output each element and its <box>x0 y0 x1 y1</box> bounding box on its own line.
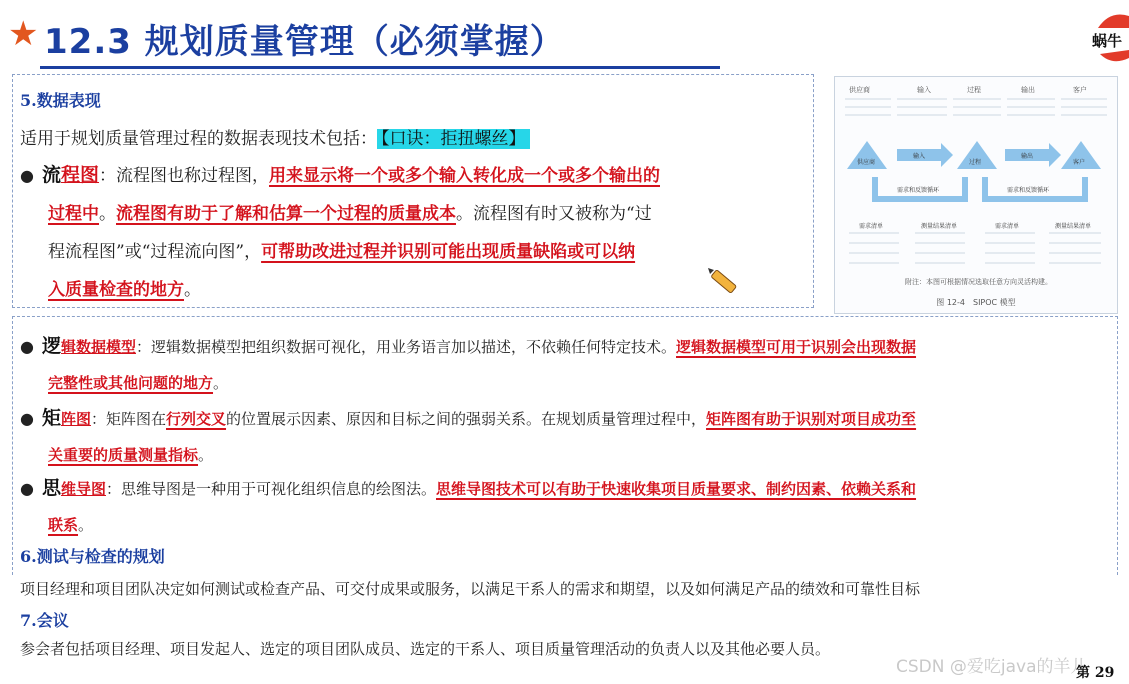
ldm-keyword-rest: 辑数据模型 <box>60 338 136 356</box>
list-label-4: 测量结果清单 <box>1055 223 1092 230</box>
slide-title: 12.3 规划质量管理（必须掌握） <box>44 22 565 62</box>
section7-heading: 7.会议 <box>20 611 69 630</box>
flow-input: 输入 <box>913 153 926 160</box>
flowchart-text-2: 。 <box>99 204 116 224</box>
flowchart-text-4: 程流程图”或“过程流向图”， <box>48 242 262 262</box>
flowchart-red-3b: 入质量检查的地方 <box>48 280 184 300</box>
ldm-end: 。 <box>213 374 229 392</box>
section6-text: 项目经理和项目团队决定如何测试或检查产品、可交付成果或服务，以满足干系人的需求和期望，以及如何满足产品的绩效和可靠性目标 <box>20 580 921 598</box>
loop-label-1: 需求和反馈循环 <box>897 187 940 194</box>
ldm-red-1: 逻辑数据模型可用于识别会出现数据 <box>676 338 917 356</box>
matrix-red-2: 关重要的质量测量指标 <box>48 446 199 464</box>
mind-map-bullet <box>20 470 1120 543</box>
bullet-icon: ● <box>20 409 34 428</box>
matrix-red-1: 矩阵图有助于识别对项目成功至 <box>706 410 917 428</box>
flowchart-keyword: 流 <box>41 164 61 186</box>
mindmap-text: ：思维导图是一种用于可视化组织信息的绘图法。 <box>106 480 437 498</box>
matrix-keyword: 矩 <box>41 407 61 429</box>
flowchart-red-1b: 过程中 <box>48 204 99 224</box>
matrix-end: 。 <box>198 446 214 464</box>
section5-heading: 5.数据表现 <box>20 91 101 110</box>
flowchart-text-3: 。流程图有时又被称为“过 <box>456 204 652 224</box>
matrix-diagram-bullet <box>20 400 1120 473</box>
title-underline <box>40 66 720 69</box>
fig-col-supplier: 供应商 <box>849 86 870 94</box>
star-icon: ★ <box>8 14 39 54</box>
section5-intro <box>20 120 810 158</box>
slide-header <box>0 0 1129 72</box>
figure-note: 附注：本图可根据情况选取任意方向灵活构建。 <box>905 278 1052 286</box>
ldm-text: ：逻辑数据模型把组织数据可视化，用业务语言加以描述，不依赖任何特定技术。 <box>136 338 677 356</box>
flowchart-red-1: 用来显示将一个或多个输入转化成一个或多个输出的 <box>269 166 660 186</box>
page-number: 第 29 <box>1076 665 1115 681</box>
fig-col-customer: 客户 <box>1073 86 1087 94</box>
flow-output: 输出 <box>1021 153 1034 160</box>
intro-text: 适用于规划质量管理过程的数据表现技术包括： <box>20 129 377 149</box>
csdn-watermark: CSDN @爱吃java的羊儿 <box>896 657 1088 677</box>
fig-col-input: 输入 <box>917 86 931 94</box>
flowchart-text-5: 。 <box>184 280 201 300</box>
fig-col-output: 输出 <box>1021 86 1035 94</box>
matrix-text-b: 的位置展示因素、原因和目标之间的强弱关系。在规划质量管理过程中， <box>226 410 707 428</box>
flowchart-bullet <box>20 156 806 309</box>
logical-data-model-bullet <box>20 328 1120 401</box>
mindmap-keyword: 思 <box>41 477 61 499</box>
flow-customer: 客户 <box>1073 159 1086 166</box>
mindmap-red-1: 思维导图技术可以有助于快速收集项目质量要求、制约因素、依赖关系和 <box>436 480 917 498</box>
flowchart-red-2: 流程图有助于了解和估算一个过程的质量成本 <box>116 204 456 224</box>
list-label-3: 需求清单 <box>995 223 1020 230</box>
matrix-keyword-rest: 阵图 <box>60 410 91 428</box>
figure-caption: 图 12-4 SIPOC 模型 <box>936 298 1016 307</box>
brand-logo <box>1090 6 1129 66</box>
ldm-keyword: 逻 <box>41 335 61 357</box>
mindmap-end: 。 <box>78 516 94 534</box>
flowchart-keyword-rest: 程图 <box>60 164 99 186</box>
mnemonic-tip: 【口诀：拒扭螺丝】 <box>377 129 530 149</box>
bullet-icon: ● <box>20 337 34 356</box>
matrix-red-mid: 行列交叉 <box>166 410 227 428</box>
sipoc-figure <box>834 76 1118 314</box>
list-label-2: 测量结果清单 <box>921 223 958 230</box>
mindmap-red-2: 联系 <box>48 516 79 534</box>
flowchart-text-1: ：流程图也称过程图， <box>99 166 269 186</box>
loop-label-2: 需求和反馈循环 <box>1007 187 1050 194</box>
fig-col-process: 过程 <box>967 86 981 94</box>
bullet-icon: ● <box>20 166 34 185</box>
bullet-icon: ● <box>20 479 34 498</box>
mindmap-keyword-rest: 维导图 <box>60 480 106 498</box>
ldm-red-2: 完整性或其他问题的地方 <box>48 374 214 392</box>
section6-heading: 6.测试与检查的规划 <box>20 547 165 566</box>
pencil-icon <box>704 264 740 300</box>
section7-text: 参会者包括项目经理、项目发起人、选定的项目团队成员、选定的干系人、项目质量管理活动的负责人以及其他必要人员。 <box>20 640 831 658</box>
matrix-text-a: ：矩阵图在 <box>91 410 167 428</box>
flow-supplier: 供应商 <box>857 159 876 166</box>
flowchart-red-3: 可帮助改进过程并识别可能出现质量缺陷或可以纳 <box>261 242 636 262</box>
list-label-1: 需求清单 <box>859 223 884 230</box>
flow-process: 过程 <box>969 159 982 166</box>
logo-text: 蜗牛 <box>1092 32 1123 50</box>
